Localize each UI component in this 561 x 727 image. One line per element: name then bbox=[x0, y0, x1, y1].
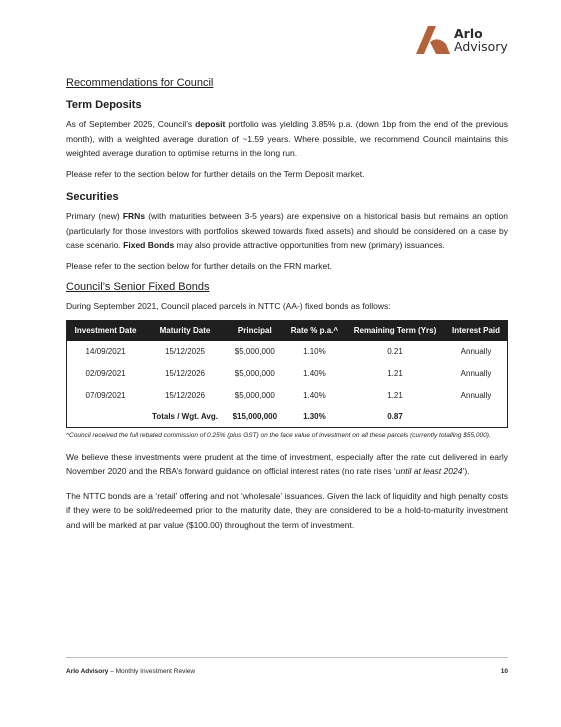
term-deposits-refer: Please refer to the section below for further details on the Term Deposit market. bbox=[66, 168, 365, 179]
col-remaining-term: Remaining Term (Yrs) bbox=[345, 320, 445, 341]
cell: Annually bbox=[460, 347, 492, 356]
securities-heading: Securities bbox=[66, 191, 119, 203]
table-footnote: ^Council received the full rebated commission of 0.25% (plus GST) on the face value of investment on all these parcels (currently totalling $55,000). bbox=[66, 431, 491, 439]
fixed-bonds-table bbox=[66, 320, 508, 428]
cell: 1.10% bbox=[303, 347, 326, 356]
cell: 07/09/2021 bbox=[85, 391, 126, 400]
securities-paragraph: Primary (new) FRNs (with maturities between 3-5 years) are expensive on a historical basis but remains an option (particularly for those investors with portfolios skewed towards fixed assets) and should be considered on a case by case scenario. Fixed Bonds may also provide attractive opportunities from new (primary) issuances. bbox=[66, 211, 508, 250]
table-row bbox=[67, 385, 508, 407]
table-row bbox=[67, 341, 508, 363]
securities-refer: Please refer to the section below for further details on the FRN market. bbox=[66, 260, 332, 271]
arlo-mark-icon bbox=[416, 25, 450, 55]
term-deposits-paragraph: As of September 2025, Council’s deposit portfolio was yielding 3.85% p.a. (down 1bp from the end of the previous month), with a weighted average duration of ~1.59 years. Where possible, we recommend Council maintains this weighted average duration to optimise returns in the long run. bbox=[66, 119, 508, 158]
cell: 1.40% bbox=[303, 391, 326, 400]
recommendations-title: Recommendations for Council bbox=[66, 77, 214, 89]
term-deposits-heading: Term Deposits bbox=[66, 99, 142, 111]
cell: 02/09/2021 bbox=[85, 369, 126, 378]
cell: 1.21 bbox=[387, 391, 403, 400]
footer-divider bbox=[66, 657, 508, 658]
cell: 15/12/2026 bbox=[164, 391, 206, 400]
cell: 15/12/2025 bbox=[164, 347, 206, 356]
cell: $5,000,000 bbox=[234, 369, 275, 378]
table-row bbox=[67, 363, 508, 385]
totals-term: 0.87 bbox=[387, 412, 403, 421]
prudent-paragraph: We believe these investments were prudent at the time of investment, especially after the rate cut delivered in early November 2020 and the RBA’s forward guidance on official interest rates (no rate rises ‘until at least 2024’). bbox=[66, 451, 508, 476]
col-principal: Principal bbox=[226, 320, 284, 341]
cell: $5,000,000 bbox=[234, 347, 275, 356]
totals-row bbox=[67, 407, 508, 428]
fixed-bonds-intro: During September 2021, Council placed parcels in NTTC (AA-) fixed bonds as follows: bbox=[66, 301, 391, 311]
cell: 1.40% bbox=[303, 369, 326, 378]
totals-label: Totals / Wgt. Avg. bbox=[152, 412, 218, 421]
col-maturity-date: Maturity Date bbox=[144, 320, 226, 341]
page-footer bbox=[66, 668, 508, 675]
page-number: 10 bbox=[500, 668, 508, 675]
brand-line2: Advisory bbox=[454, 39, 508, 54]
cell bbox=[67, 407, 145, 428]
page-content bbox=[66, 77, 508, 538]
cell bbox=[445, 407, 507, 428]
cell: 14/09/2021 bbox=[85, 347, 126, 356]
cell: Annually bbox=[460, 391, 492, 400]
totals-principal: $15,000,000 bbox=[232, 412, 278, 421]
cell: 0.21 bbox=[387, 347, 403, 356]
brand-logo bbox=[416, 25, 508, 55]
cell: $5,000,000 bbox=[234, 391, 275, 400]
retail-offering-paragraph: The NTTC bonds are a ‘retail’ offering and not ‘wholesale’ issuances. Given the lack of liquidity and high penalty costs if they were to be sold/redeemed prior to the maturity date, they are considered to be a hold-to-maturity investment and will be marked at par value ($100.00) throughout the term of investment. bbox=[66, 490, 508, 530]
brand-line1: Arlo bbox=[454, 26, 483, 41]
col-interest-paid: Interest Paid bbox=[445, 320, 507, 341]
fixed-bonds-heading: Council’s Senior Fixed Bonds bbox=[66, 281, 210, 293]
table-header-row bbox=[67, 320, 508, 341]
footer-title: Arlo Advisory – Monthly Investment Review bbox=[66, 668, 196, 675]
cell: 15/12/2026 bbox=[164, 369, 206, 378]
cell: 1.21 bbox=[387, 369, 403, 378]
col-investment-date: Investment Date bbox=[67, 320, 145, 341]
totals-rate: 1.30% bbox=[303, 412, 326, 421]
col-rate: Rate % p.a.^ bbox=[284, 320, 345, 341]
cell: Annually bbox=[460, 369, 492, 378]
